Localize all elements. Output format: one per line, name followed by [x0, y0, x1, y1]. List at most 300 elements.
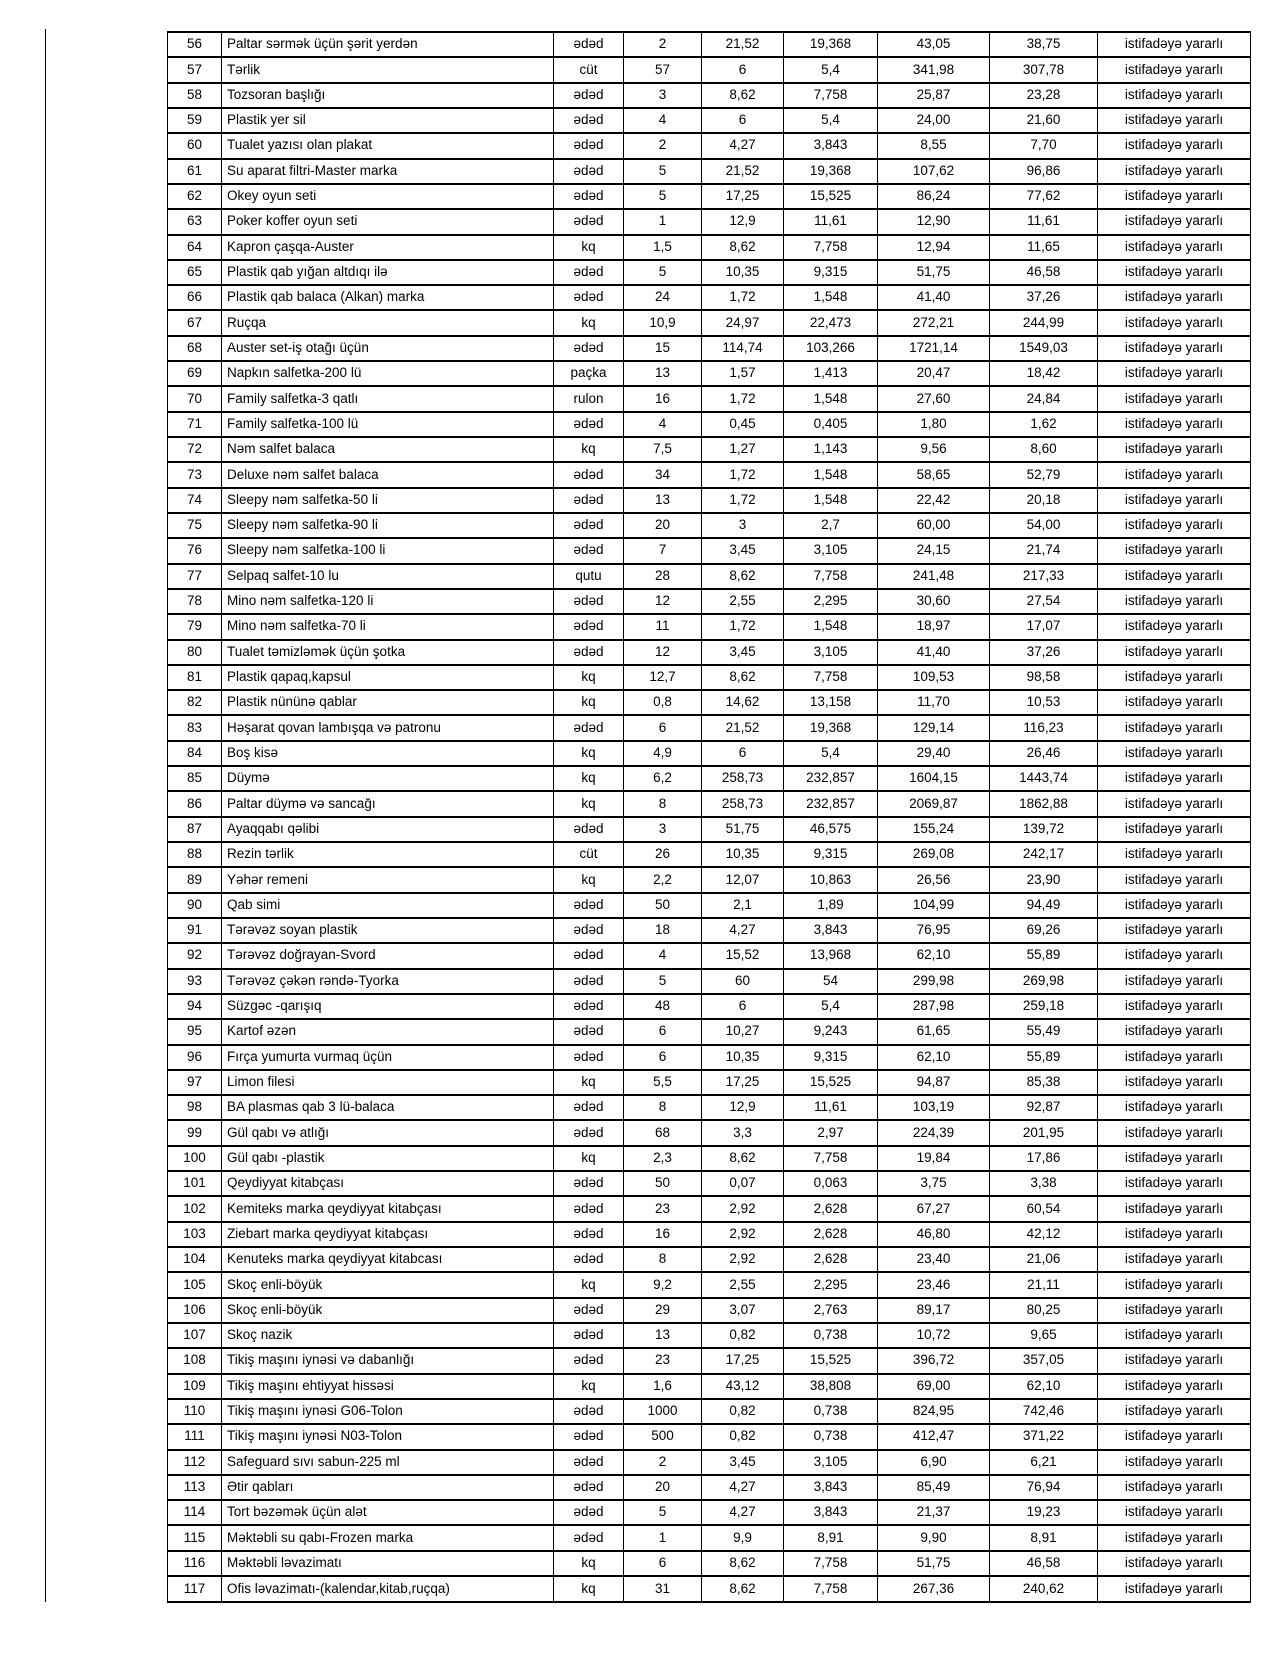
unit-cell: ədəd — [554, 1247, 624, 1272]
condition-cell: istifadəyə yararlı — [1098, 57, 1251, 82]
total-value-cell: 272,21 — [878, 310, 990, 335]
quantity-cell: 4 — [624, 943, 702, 968]
item-name-cell: Gül qabı -plastik — [222, 1146, 554, 1171]
table-row — [168, 1222, 1251, 1247]
residual-total-cell: 9,65 — [990, 1323, 1098, 1348]
total-value-cell: 94,87 — [878, 1070, 990, 1095]
item-name-cell: Məktəbli su qabı-Frozen marka — [222, 1525, 554, 1550]
residual-total-cell: 23,28 — [990, 83, 1098, 108]
condition-cell: istifadəyə yararlı — [1098, 665, 1251, 690]
total-value-cell: 9,90 — [878, 1525, 990, 1550]
row-number-cell: 115 — [168, 1525, 222, 1550]
residual-total-cell: 24,84 — [990, 386, 1098, 411]
quantity-cell: 4 — [624, 412, 702, 437]
unit-price-cell: 2,92 — [702, 1196, 784, 1221]
total-value-cell: 24,00 — [878, 108, 990, 133]
quantity-cell: 3 — [624, 83, 702, 108]
residual-total-cell: 11,65 — [990, 235, 1098, 260]
unit-price-cell: 6 — [702, 994, 784, 1019]
item-name-cell: Ziebart marka qeydiyyat kitabçası — [222, 1222, 554, 1247]
unit-price-cell: 8,62 — [702, 1146, 784, 1171]
residual-price-cell: 8,91 — [784, 1525, 878, 1550]
total-value-cell: 61,65 — [878, 1019, 990, 1044]
quantity-cell: 23 — [624, 1348, 702, 1373]
total-value-cell: 6,90 — [878, 1450, 990, 1475]
item-name-cell: Tualet təmizləmək üçün şotka — [222, 640, 554, 665]
row-number-cell: 66 — [168, 285, 222, 310]
table-row — [168, 1272, 1251, 1297]
residual-total-cell: 21,06 — [990, 1247, 1098, 1272]
unit-price-cell: 2,92 — [702, 1247, 784, 1272]
unit-price-cell: 8,62 — [702, 564, 784, 589]
table-row — [168, 462, 1251, 487]
unit-price-cell: 21,52 — [702, 715, 784, 740]
residual-price-cell: 2,97 — [784, 1120, 878, 1145]
table-row — [168, 1323, 1251, 1348]
unit-cell: ədəd — [554, 1095, 624, 1120]
total-value-cell: 29,40 — [878, 741, 990, 766]
quantity-cell: 5 — [624, 159, 702, 184]
row-number-cell: 64 — [168, 235, 222, 260]
condition-cell: istifadəyə yararlı — [1098, 1196, 1251, 1221]
row-number-cell: 92 — [168, 943, 222, 968]
quantity-cell: 6 — [624, 715, 702, 740]
unit-cell: ədəd — [554, 1348, 624, 1373]
residual-price-cell: 9,315 — [784, 1045, 878, 1070]
unit-cell: ədəd — [554, 1019, 624, 1044]
table-row — [168, 209, 1251, 234]
row-number-cell: 69 — [168, 361, 222, 386]
item-name-cell: Family salfetka-3 qatlı — [222, 386, 554, 411]
condition-cell: istifadəyə yararlı — [1098, 589, 1251, 614]
residual-total-cell: 10,53 — [990, 690, 1098, 715]
residual-price-cell: 1,548 — [784, 285, 878, 310]
item-name-cell: Okey oyun seti — [222, 184, 554, 209]
condition-cell: istifadəyə yararlı — [1098, 1374, 1251, 1399]
total-value-cell: 23,40 — [878, 1247, 990, 1272]
table-row — [168, 817, 1251, 842]
row-number-cell: 62 — [168, 184, 222, 209]
residual-price-cell: 22,473 — [784, 310, 878, 335]
total-value-cell: 18,97 — [878, 614, 990, 639]
unit-price-cell: 2,55 — [702, 1272, 784, 1297]
residual-total-cell: 240,62 — [990, 1576, 1098, 1602]
condition-cell: istifadəyə yararlı — [1098, 159, 1251, 184]
condition-cell: istifadəyə yararlı — [1098, 1399, 1251, 1424]
quantity-cell: 500 — [624, 1424, 702, 1449]
condition-cell: istifadəyə yararlı — [1098, 184, 1251, 209]
table-row — [168, 994, 1251, 1019]
residual-price-cell: 13,968 — [784, 943, 878, 968]
unit-price-cell: 3,45 — [702, 1450, 784, 1475]
residual-price-cell: 0,738 — [784, 1399, 878, 1424]
unit-cell: ədəd — [554, 260, 624, 285]
quantity-cell: 15 — [624, 336, 702, 361]
table-row — [168, 513, 1251, 538]
unit-price-cell: 3,45 — [702, 538, 784, 563]
quantity-cell: 1,6 — [624, 1374, 702, 1399]
table-row — [168, 1019, 1251, 1044]
quantity-cell: 1000 — [624, 1399, 702, 1424]
unit-cell: ədəd — [554, 108, 624, 133]
residual-total-cell: 17,07 — [990, 614, 1098, 639]
unit-price-cell: 3,45 — [702, 640, 784, 665]
total-value-cell: 26,56 — [878, 867, 990, 892]
row-number-cell: 61 — [168, 159, 222, 184]
residual-total-cell: 217,33 — [990, 564, 1098, 589]
unit-price-cell: 2,55 — [702, 589, 784, 614]
residual-price-cell: 2,295 — [784, 1272, 878, 1297]
total-value-cell: 11,70 — [878, 690, 990, 715]
item-name-cell: Tərəvəz soyan plastik — [222, 918, 554, 943]
residual-price-cell: 7,758 — [784, 665, 878, 690]
condition-cell: istifadəyə yararlı — [1098, 1171, 1251, 1196]
item-name-cell: Plastik qab yığan altdıqı ilə — [222, 260, 554, 285]
condition-cell: istifadəyə yararlı — [1098, 1146, 1251, 1171]
unit-price-cell: 21,52 — [702, 159, 784, 184]
row-number-cell: 113 — [168, 1475, 222, 1500]
unit-price-cell: 14,62 — [702, 690, 784, 715]
table-row — [168, 715, 1251, 740]
residual-total-cell: 98,58 — [990, 665, 1098, 690]
residual-total-cell: 52,79 — [990, 462, 1098, 487]
unit-price-cell: 17,25 — [702, 1070, 784, 1095]
condition-cell: istifadəyə yararlı — [1098, 1475, 1251, 1500]
item-name-cell: Skoç nazik — [222, 1323, 554, 1348]
total-value-cell: 1604,15 — [878, 766, 990, 791]
unit-price-cell: 10,27 — [702, 1019, 784, 1044]
unit-cell: ədəd — [554, 538, 624, 563]
condition-cell: istifadəyə yararlı — [1098, 1576, 1251, 1602]
total-value-cell: 1,80 — [878, 412, 990, 437]
condition-cell: istifadəyə yararlı — [1098, 918, 1251, 943]
table-row — [168, 1095, 1251, 1120]
condition-cell: istifadəyə yararlı — [1098, 462, 1251, 487]
unit-price-cell: 114,74 — [702, 336, 784, 361]
condition-cell: istifadəyə yararlı — [1098, 817, 1251, 842]
condition-cell: istifadəyə yararlı — [1098, 969, 1251, 994]
unit-price-cell: 8,62 — [702, 1576, 784, 1602]
condition-cell: istifadəyə yararlı — [1098, 640, 1251, 665]
unit-cell: kq — [554, 310, 624, 335]
table-row — [168, 893, 1251, 918]
item-name-cell: Kenuteks marka qeydiyyat kitabcası — [222, 1247, 554, 1272]
residual-total-cell: 42,12 — [990, 1222, 1098, 1247]
table-row — [168, 1475, 1251, 1500]
total-value-cell: 30,60 — [878, 589, 990, 614]
condition-cell: istifadəyə yararlı — [1098, 1222, 1251, 1247]
residual-price-cell: 11,61 — [784, 209, 878, 234]
residual-price-cell: 7,758 — [784, 564, 878, 589]
item-name-cell: Kemiteks marka qeydiyyat kitabçası — [222, 1196, 554, 1221]
unit-price-cell: 0,82 — [702, 1323, 784, 1348]
item-name-cell: Gül qabı və atlığı — [222, 1120, 554, 1145]
unit-cell: kq — [554, 665, 624, 690]
unit-price-cell: 1,27 — [702, 437, 784, 462]
inventory-table-body — [168, 32, 1251, 1602]
item-name-cell: Sleepy nəm salfetka-100 li — [222, 538, 554, 563]
condition-cell: istifadəyə yararlı — [1098, 1551, 1251, 1576]
residual-price-cell: 7,758 — [784, 1576, 878, 1602]
table-row — [168, 943, 1251, 968]
quantity-cell: 4,9 — [624, 741, 702, 766]
unit-cell: ədəd — [554, 817, 624, 842]
row-number-cell: 111 — [168, 1424, 222, 1449]
item-name-cell: Tərəvəz çəkən rəndə-Tyorka — [222, 969, 554, 994]
condition-cell: istifadəyə yararlı — [1098, 1450, 1251, 1475]
condition-cell: istifadəyə yararlı — [1098, 1070, 1251, 1095]
unit-price-cell: 0,82 — [702, 1399, 784, 1424]
row-number-cell: 95 — [168, 1019, 222, 1044]
item-name-cell: Mino nəm salfetka-120 li — [222, 589, 554, 614]
total-value-cell: 2069,87 — [878, 791, 990, 816]
item-name-cell: Paltar düymə və sancağı — [222, 791, 554, 816]
item-name-cell: Tikiş maşını iynəsi N03-Tolon — [222, 1424, 554, 1449]
total-value-cell: 86,24 — [878, 184, 990, 209]
total-value-cell: 62,10 — [878, 943, 990, 968]
item-name-cell: Ətir qabları — [222, 1475, 554, 1500]
residual-total-cell: 6,21 — [990, 1450, 1098, 1475]
table-row — [168, 260, 1251, 285]
residual-price-cell: 19,368 — [784, 32, 878, 57]
quantity-cell: 20 — [624, 1475, 702, 1500]
row-number-cell: 110 — [168, 1399, 222, 1424]
unit-cell: kq — [554, 867, 624, 892]
unit-price-cell: 8,62 — [702, 1551, 784, 1576]
residual-price-cell: 46,575 — [784, 817, 878, 842]
unit-cell: kq — [554, 791, 624, 816]
unit-cell: kq — [554, 741, 624, 766]
unit-price-cell: 17,25 — [702, 184, 784, 209]
quantity-cell: 6 — [624, 1551, 702, 1576]
row-number-cell: 101 — [168, 1171, 222, 1196]
total-value-cell: 23,46 — [878, 1272, 990, 1297]
unit-price-cell: 43,12 — [702, 1374, 784, 1399]
residual-total-cell: 46,58 — [990, 1551, 1098, 1576]
row-number-cell: 56 — [168, 32, 222, 57]
residual-total-cell: 139,72 — [990, 817, 1098, 842]
table-row — [168, 1070, 1251, 1095]
unit-cell: kq — [554, 1146, 624, 1171]
residual-price-cell: 15,525 — [784, 1070, 878, 1095]
residual-total-cell: 62,10 — [990, 1374, 1098, 1399]
unit-cell: ədəd — [554, 589, 624, 614]
total-value-cell: 85,49 — [878, 1475, 990, 1500]
row-number-cell: 100 — [168, 1146, 222, 1171]
unit-cell: ədəd — [554, 640, 624, 665]
table-row — [168, 791, 1251, 816]
residual-price-cell: 15,525 — [784, 1348, 878, 1373]
quantity-cell: 34 — [624, 462, 702, 487]
residual-price-cell: 15,525 — [784, 184, 878, 209]
row-number-cell: 105 — [168, 1272, 222, 1297]
item-name-cell: Plastik nününə qablar — [222, 690, 554, 715]
unit-price-cell: 1,72 — [702, 386, 784, 411]
total-value-cell: 58,65 — [878, 462, 990, 487]
unit-cell: kq — [554, 1576, 624, 1602]
quantity-cell: 7 — [624, 538, 702, 563]
quantity-cell: 8 — [624, 1247, 702, 1272]
table-row — [168, 614, 1251, 639]
row-number-cell: 91 — [168, 918, 222, 943]
left-margin-line — [45, 29, 46, 1602]
item-name-cell: Su aparat filtri-Master marka — [222, 159, 554, 184]
total-value-cell: 69,00 — [878, 1374, 990, 1399]
unit-cell: kq — [554, 1374, 624, 1399]
quantity-cell: 4 — [624, 108, 702, 133]
item-name-cell: Ruçqa — [222, 310, 554, 335]
unit-price-cell: 10,35 — [702, 842, 784, 867]
residual-price-cell: 7,758 — [784, 83, 878, 108]
unit-price-cell: 6 — [702, 108, 784, 133]
row-number-cell: 83 — [168, 715, 222, 740]
residual-total-cell: 46,58 — [990, 260, 1098, 285]
table-row — [168, 108, 1251, 133]
unit-cell: ədəd — [554, 1475, 624, 1500]
row-number-cell: 81 — [168, 665, 222, 690]
table-row — [168, 1045, 1251, 1070]
item-name-cell: Qeydiyyat kitabçası — [222, 1171, 554, 1196]
unit-cell: ədəd — [554, 1222, 624, 1247]
item-name-cell: Düymə — [222, 766, 554, 791]
item-name-cell: Sleepy nəm salfetka-50 li — [222, 488, 554, 513]
row-number-cell: 75 — [168, 513, 222, 538]
table-row — [168, 1146, 1251, 1171]
row-number-cell: 97 — [168, 1070, 222, 1095]
quantity-cell: 16 — [624, 386, 702, 411]
quantity-cell: 24 — [624, 285, 702, 310]
row-number-cell: 80 — [168, 640, 222, 665]
row-number-cell: 67 — [168, 310, 222, 335]
table-row — [168, 1120, 1251, 1145]
condition-cell: istifadəyə yararlı — [1098, 488, 1251, 513]
residual-total-cell: 80,25 — [990, 1298, 1098, 1323]
residual-total-cell: 19,23 — [990, 1500, 1098, 1525]
residual-price-cell: 3,105 — [784, 640, 878, 665]
item-name-cell: Plastik qapaq,kapsul — [222, 665, 554, 690]
residual-price-cell: 19,368 — [784, 715, 878, 740]
row-number-cell: 84 — [168, 741, 222, 766]
quantity-cell: 57 — [624, 57, 702, 82]
table-row — [168, 842, 1251, 867]
quantity-cell: 0,8 — [624, 690, 702, 715]
row-number-cell: 104 — [168, 1247, 222, 1272]
unit-cell: ədəd — [554, 1120, 624, 1145]
residual-price-cell: 2,628 — [784, 1247, 878, 1272]
residual-total-cell: 3,38 — [990, 1171, 1098, 1196]
item-name-cell: Ayaqqabı qəlibi — [222, 817, 554, 842]
table-row — [168, 690, 1251, 715]
item-name-cell: Plastik qab balaca (Alkan) marka — [222, 285, 554, 310]
residual-total-cell: 259,18 — [990, 994, 1098, 1019]
unit-price-cell: 0,45 — [702, 412, 784, 437]
residual-total-cell: 1862,88 — [990, 791, 1098, 816]
residual-total-cell: 742,46 — [990, 1399, 1098, 1424]
residual-price-cell: 5,4 — [784, 994, 878, 1019]
condition-cell: istifadəyə yararlı — [1098, 1323, 1251, 1348]
item-name-cell: Plastik yer sil — [222, 108, 554, 133]
residual-price-cell: 3,843 — [784, 918, 878, 943]
residual-total-cell: 11,61 — [990, 209, 1098, 234]
unit-cell: rulon — [554, 386, 624, 411]
item-name-cell: Fırça yumurta vurmaq üçün — [222, 1045, 554, 1070]
table-row — [168, 741, 1251, 766]
residual-total-cell: 7,70 — [990, 133, 1098, 158]
residual-total-cell: 17,86 — [990, 1146, 1098, 1171]
unit-price-cell: 4,27 — [702, 133, 784, 158]
residual-total-cell: 37,26 — [990, 285, 1098, 310]
residual-price-cell: 7,758 — [784, 1146, 878, 1171]
condition-cell: istifadəyə yararlı — [1098, 1348, 1251, 1373]
unit-cell: ədəd — [554, 1323, 624, 1348]
condition-cell: istifadəyə yararlı — [1098, 285, 1251, 310]
table-row — [168, 1576, 1251, 1602]
residual-total-cell: 96,86 — [990, 159, 1098, 184]
residual-price-cell: 1,548 — [784, 462, 878, 487]
row-number-cell: 117 — [168, 1576, 222, 1602]
unit-cell: ədəd — [554, 159, 624, 184]
row-number-cell: 65 — [168, 260, 222, 285]
row-number-cell: 58 — [168, 83, 222, 108]
unit-cell: cüt — [554, 842, 624, 867]
row-number-cell: 87 — [168, 817, 222, 842]
residual-total-cell: 21,11 — [990, 1272, 1098, 1297]
residual-price-cell: 1,143 — [784, 437, 878, 462]
unit-cell: ədəd — [554, 32, 624, 57]
quantity-cell: 50 — [624, 893, 702, 918]
condition-cell: istifadəyə yararlı — [1098, 1120, 1251, 1145]
residual-price-cell: 0,405 — [784, 412, 878, 437]
table-row — [168, 1424, 1251, 1449]
unit-cell: ədəd — [554, 918, 624, 943]
unit-cell: ədəd — [554, 1171, 624, 1196]
item-name-cell: Limon filesi — [222, 1070, 554, 1095]
residual-total-cell: 26,46 — [990, 741, 1098, 766]
item-name-cell: Tualet yazısı olan plakat — [222, 133, 554, 158]
unit-price-cell: 4,27 — [702, 1500, 784, 1525]
condition-cell: istifadəyə yararlı — [1098, 361, 1251, 386]
table-row — [168, 589, 1251, 614]
table-row — [168, 285, 1251, 310]
total-value-cell: 25,87 — [878, 83, 990, 108]
residual-price-cell: 2,628 — [784, 1196, 878, 1221]
total-value-cell: 41,40 — [878, 640, 990, 665]
item-name-cell: Tikiş maşını ehtiyyat hissəsi — [222, 1374, 554, 1399]
condition-cell: istifadəyə yararlı — [1098, 1500, 1251, 1525]
condition-cell: istifadəyə yararlı — [1098, 437, 1251, 462]
residual-price-cell: 0,738 — [784, 1323, 878, 1348]
unit-price-cell: 1,72 — [702, 488, 784, 513]
residual-price-cell: 5,4 — [784, 57, 878, 82]
unit-price-cell: 60 — [702, 969, 784, 994]
quantity-cell: 13 — [624, 1323, 702, 1348]
table-row — [168, 918, 1251, 943]
unit-price-cell: 10,35 — [702, 260, 784, 285]
unit-price-cell: 4,27 — [702, 1475, 784, 1500]
quantity-cell: 26 — [624, 842, 702, 867]
unit-price-cell: 21,52 — [702, 32, 784, 57]
quantity-cell: 6 — [624, 1019, 702, 1044]
table-row — [168, 437, 1251, 462]
unit-cell: qutu — [554, 564, 624, 589]
row-number-cell: 88 — [168, 842, 222, 867]
table-row — [168, 1348, 1251, 1373]
quantity-cell: 9,2 — [624, 1272, 702, 1297]
unit-cell: ədəd — [554, 83, 624, 108]
quantity-cell: 16 — [624, 1222, 702, 1247]
row-number-cell: 70 — [168, 386, 222, 411]
unit-cell: ədəd — [554, 1196, 624, 1221]
